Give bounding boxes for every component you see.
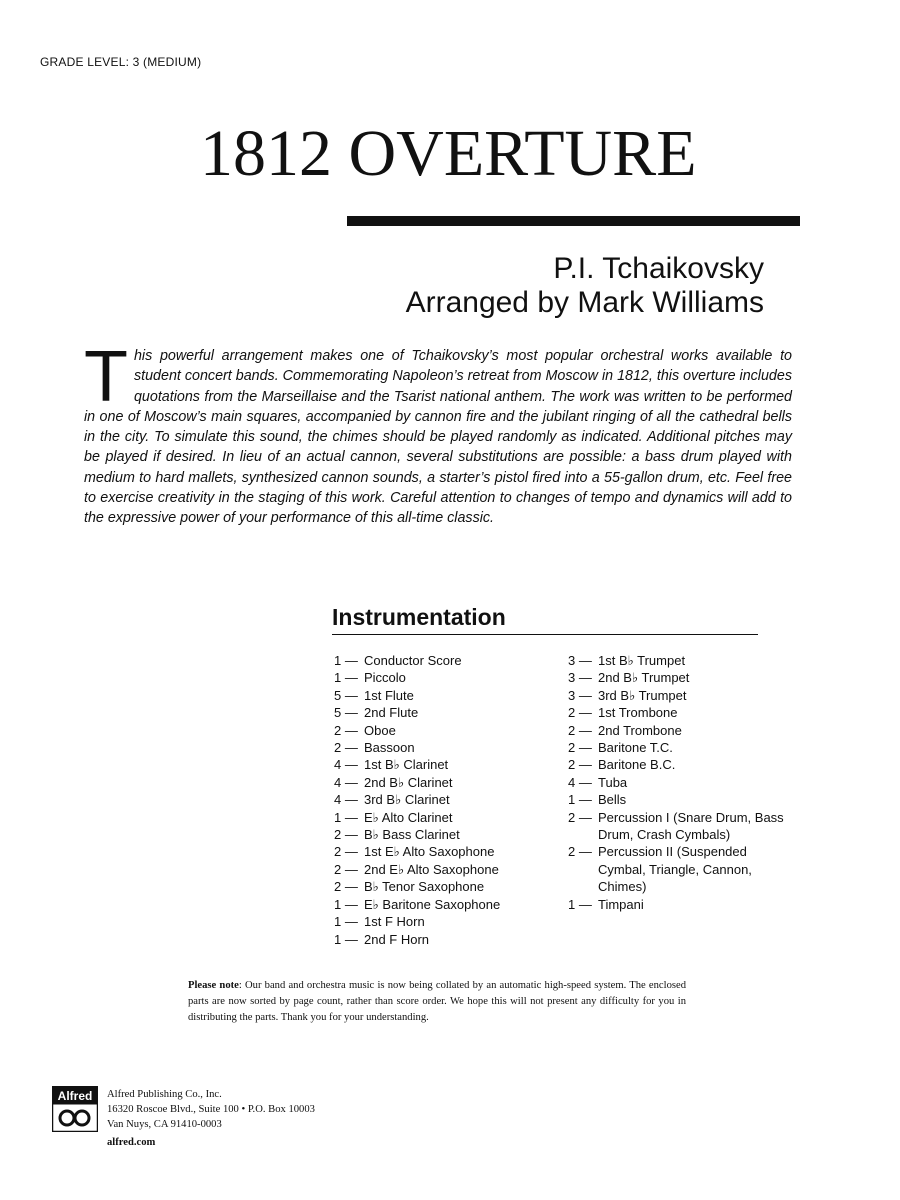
instrument-qty: 1 — — [568, 896, 592, 912]
instrument-name: Percussion II (Suspended Cymbal, Triangle, Cannon, Chimes) — [598, 844, 752, 895]
intro-text: his powerful arrangement makes one of Tchaikovsky’s most popular orchestral works available to student concert bands. Commemorating Napoleon’s retreat from Moscow in 1812, this overture includes quotations from the Marseillaise and the Tsarist national anthem. The work was written to be performed in one of Moscow’s main squares, accompanied by cannon fire and the jubilant ringing of all the cathedral bells in the city. To simulate this sound, the chimes should be played randomly as indicated. Additional pitches may be played if desired. In lieu of an actual cannon, several substitutions are possible: a bass drum played with medium to hard mallets, synthesized cannon sounds, a starter’s pistol fired into a 55-gallon drum, etc. Feel free to exercise creativity in the staging of this work. Careful attention to changes of tempo and dynamics will add to the expressive power of your performance of this all-time classic. — [84, 348, 792, 527]
instrument-qty: 1 — — [334, 914, 358, 930]
instrument-item — [568, 756, 798, 773]
instrument-qty: 2 — — [568, 705, 592, 721]
instrument-item — [568, 896, 798, 913]
instrument-item — [568, 843, 798, 895]
instrument-name: Tuba — [598, 774, 628, 790]
instrument-name: E♭ Alto Clarinet — [364, 809, 453, 825]
instrument-item — [334, 809, 554, 826]
instrument-qty: 3 — — [568, 687, 592, 703]
instrument-item — [334, 739, 554, 756]
instrument-name: 2nd B♭ Trumpet — [598, 670, 690, 686]
arranger: Arranged by Mark Williams — [405, 286, 764, 319]
instrument-qty: 1 — — [568, 792, 592, 808]
instrument-item — [334, 931, 554, 948]
instrument-name: 1st Flute — [364, 687, 414, 703]
instrument-item — [334, 843, 554, 860]
page-title: 1812 OVERTURE — [200, 117, 697, 190]
instrument-name: Oboe — [364, 722, 396, 738]
instrument-name: B♭ Bass Clarinet — [364, 827, 460, 843]
instrument-list-left — [334, 652, 554, 948]
title-divider — [347, 216, 800, 226]
instrument-name: 3rd B♭ Trumpet — [598, 687, 687, 703]
instrument-item — [334, 774, 554, 791]
instrument-name: 1st E♭ Alto Saxophone — [364, 844, 495, 860]
instrument-qty: 3 — — [568, 653, 592, 668]
publisher-website[interactable]: alfred.com — [107, 1137, 156, 1149]
instrument-qty: 4 — — [334, 792, 358, 808]
instrument-item — [568, 809, 798, 844]
instrument-name: Timpani — [598, 896, 644, 912]
instrument-qty: 2 — — [568, 844, 592, 860]
instrument-qty: 1 — — [334, 896, 358, 912]
instrument-qty: 4 — — [334, 774, 358, 790]
instrument-item — [334, 913, 554, 930]
instrument-item — [568, 652, 798, 669]
instrument-name: Baritone T.C. — [598, 740, 673, 756]
instrument-qty: 2 — — [334, 861, 358, 877]
instrument-qty: 2 — — [334, 879, 358, 895]
instrument-qty: 1 — — [334, 931, 358, 947]
drop-cap: T — [84, 337, 128, 417]
instrument-name: 1st B♭ Trumpet — [598, 653, 686, 668]
instrument-name: Piccolo — [364, 670, 406, 686]
instrument-name: Bassoon — [364, 740, 415, 756]
instrument-item — [334, 669, 554, 686]
instrument-qty: 3 — — [568, 670, 592, 686]
instrument-name: 1st B♭ Clarinet — [364, 757, 449, 773]
instrument-name: Bells — [598, 792, 627, 808]
credits — [406, 252, 764, 320]
instrument-qty: 2 — — [334, 722, 358, 738]
instrument-qty: 5 — — [334, 687, 358, 703]
instrument-qty: 2 — — [568, 740, 592, 756]
alfred-logo — [52, 1086, 98, 1132]
instrument-item — [568, 774, 798, 791]
note-label: Please note — [188, 980, 239, 991]
svg-text:Alfred: Alfred — [57, 1089, 93, 1103]
instrument-name: 2nd B♭ Clarinet — [364, 774, 453, 790]
instrument-qty: 1 — — [334, 809, 358, 825]
instrument-name: E♭ Baritone Saxophone — [364, 896, 501, 912]
instrument-name: Baritone B.C. — [598, 757, 676, 773]
instrument-item — [568, 791, 798, 808]
note-text: : Our band and orchestra music is now being collated by an automatic high-speed system. The enclosed parts are now sorted by page count, rather than score order. We hope this will not present any difficulty for you in distributing the parts. Thank you for your understanding. — [188, 980, 686, 1023]
composer: P.I. Tchaikovsky — [553, 252, 764, 285]
publisher-info — [107, 1088, 315, 1151]
instrument-name: 2nd Flute — [364, 705, 419, 721]
instrument-qty: 4 — — [334, 757, 358, 773]
instrument-name: 3rd B♭ Clarinet — [364, 792, 450, 808]
instrument-item — [568, 704, 798, 721]
instrument-item — [334, 896, 554, 913]
intro-paragraph — [84, 337, 792, 529]
instrument-qty: 2 — — [568, 722, 592, 738]
instrument-name: 2nd F Horn — [364, 931, 430, 947]
instrument-name: 2nd Trombone — [598, 722, 682, 738]
publisher-address-line2: Van Nuys, CA 91410-0003 — [107, 1118, 222, 1130]
instrument-qty: 2 — — [334, 844, 358, 860]
publisher-name: Alfred Publishing Co., Inc. — [107, 1089, 222, 1100]
instrument-qty: 2 — — [568, 809, 592, 825]
instrument-qty: 2 — — [334, 827, 358, 843]
instrument-item — [334, 652, 554, 669]
instrument-qty: 1 — — [334, 670, 358, 686]
grade-level: GRADE LEVEL: 3 (MEDIUM) — [40, 55, 202, 69]
instrument-qty: 5 — — [334, 705, 358, 721]
instrument-qty: 2 — — [334, 740, 358, 756]
instrument-item — [568, 739, 798, 756]
instrument-item — [334, 826, 554, 843]
instrument-item — [334, 791, 554, 808]
publisher-address-line1: 16320 Roscoe Blvd., Suite 100 • P.O. Box 10003 — [107, 1103, 315, 1115]
instrument-item — [568, 669, 798, 686]
instrument-item — [334, 687, 554, 704]
collation-note — [188, 978, 686, 1026]
instrumentation-heading: Instrumentation — [332, 602, 758, 635]
instrument-qty: 1 — — [334, 653, 358, 668]
instrument-item — [334, 722, 554, 739]
instrument-item — [334, 878, 554, 895]
instrument-qty: 2 — — [568, 757, 592, 773]
instrument-item — [334, 756, 554, 773]
instrument-name: Percussion I (Snare Drum, Bass Drum, Crash Cymbals) — [598, 809, 784, 843]
instrument-name: B♭ Tenor Saxophone — [364, 879, 485, 895]
instrument-list-right — [568, 652, 798, 913]
instrument-name: 2nd E♭ Alto Saxophone — [364, 861, 499, 877]
instrument-name: 1st Trombone — [598, 705, 678, 721]
instrument-qty: 4 — — [568, 774, 592, 790]
instrument-item — [334, 704, 554, 721]
instrument-name: Conductor Score — [364, 653, 462, 668]
instrument-name: 1st F Horn — [364, 914, 425, 930]
instrument-item — [334, 861, 554, 878]
instrument-item — [568, 722, 798, 739]
instrument-item — [568, 687, 798, 704]
